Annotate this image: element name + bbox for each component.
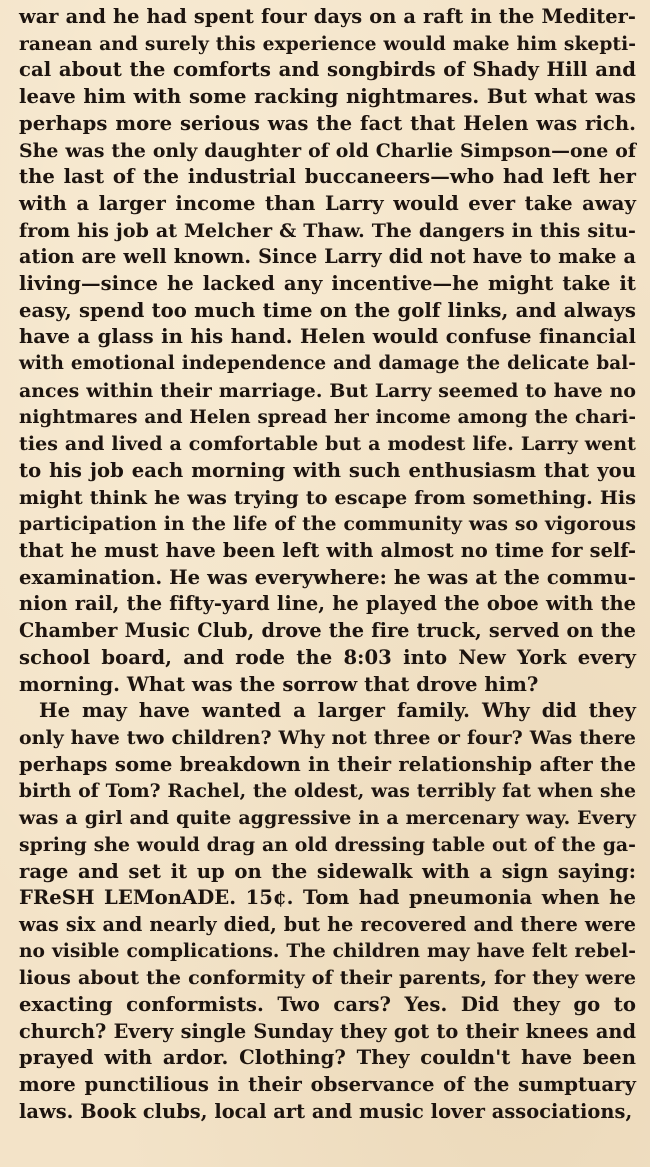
text-line: ation are well known. Since Larry did not have to make a bbox=[19, 245, 636, 269]
text-line: nion rail, the fifty-yard line, he played the oboe with the bbox=[19, 592, 636, 616]
paragraph-1 bbox=[19, 4, 636, 698]
text-line: ties and lived a comfortable but a modest life. Larry went bbox=[19, 433, 636, 456]
text-line: more punctilious in their observance of the sumptuary bbox=[19, 1073, 636, 1097]
text-line: nightmares and Helen spread her income among the chari- bbox=[19, 406, 636, 428]
text-line: She was the only daughter of old Charlie Simpson—one of bbox=[19, 139, 636, 162]
text-line: the last of the industrial buccaneers—who had left her bbox=[19, 165, 636, 189]
text-line: ranean and surely this experience would make him skepti- bbox=[19, 32, 636, 55]
text-line: was a girl and quite aggressive in a mercenary way. Every bbox=[19, 807, 636, 830]
text-line: He may have wanted a larger family. Why did they bbox=[39, 699, 636, 723]
text-line: no visible complications. The children may have felt rebel- bbox=[19, 940, 636, 962]
text-line: easy, spend too much time on the golf links, and always bbox=[19, 298, 636, 322]
text-line: prayed with ardor. Clothing? They couldn't have been bbox=[19, 1046, 636, 1070]
text-line: that he must have been left with almost no time for self- bbox=[19, 539, 636, 563]
paragraph-2 bbox=[19, 698, 636, 1125]
text-line: laws. Book clubs, local art and music lover associations, bbox=[19, 1099, 633, 1123]
text-line: to his job each morning with such enthusiasm that you bbox=[19, 458, 636, 482]
text-line: perhaps some breakdown in their relationship after the bbox=[19, 752, 636, 776]
text-line: only have two children? Why not three or four? Was there bbox=[19, 726, 636, 749]
text-line: from his job at Melcher & Thaw. The dangers in this situ- bbox=[19, 219, 636, 242]
text-line: examination. He was everywhere: he was at the commu- bbox=[19, 565, 636, 589]
text-line: have a glass in his hand. Helen would confuse financial bbox=[19, 325, 636, 349]
text-line: FReSH LEMonADE. 15¢. Tom had pneumonia when he bbox=[19, 886, 636, 910]
text-line: lious about the conformity of their parents, for they were bbox=[19, 967, 636, 990]
text-line: was six and nearly died, but he recovered and there were bbox=[19, 912, 636, 936]
text-line: with a larger income than Larry would ever take away bbox=[19, 191, 636, 215]
text-line: rage and set it up on the sidewalk with a sign saying: bbox=[19, 859, 636, 883]
text-line: war and he had spent four days on a raft in the Mediter- bbox=[19, 5, 636, 28]
text-line: cal about the comforts and songbirds of Shady Hill and bbox=[19, 58, 636, 82]
text-line: birth of Tom? Rachel, the oldest, was terribly fat when she bbox=[19, 780, 636, 803]
text-line: church? Every single Sunday they got to their knees and bbox=[19, 1019, 636, 1043]
text-line: leave him with some racking nightmares. But what was bbox=[19, 85, 636, 109]
text-line: might think he was trying to escape from something. His bbox=[19, 485, 636, 509]
text-line: Chamber Music Club, drove the fire truck, served on the bbox=[19, 619, 636, 643]
text-line: exacting conformists. Two cars? Yes. Did they go to bbox=[19, 993, 636, 1017]
text-line: school board, and rode the 8:03 into New York every bbox=[19, 645, 636, 669]
text-line: morning. What was the sorrow that drove him? bbox=[19, 672, 539, 696]
text-line: living—since he lacked any incentive—he might take it bbox=[19, 272, 636, 296]
text-line: spring she would drag an old dressing table out of the ga- bbox=[19, 833, 636, 856]
text-line: ances within their marriage. But Larry seemed to have no bbox=[19, 379, 636, 402]
text-line: participation in the life of the community was so vigorous bbox=[19, 513, 636, 536]
text-line: with emotional independence and damage the delicate bal- bbox=[19, 353, 636, 375]
text-line: perhaps more serious was the fact that Helen was rich. bbox=[19, 111, 636, 135]
